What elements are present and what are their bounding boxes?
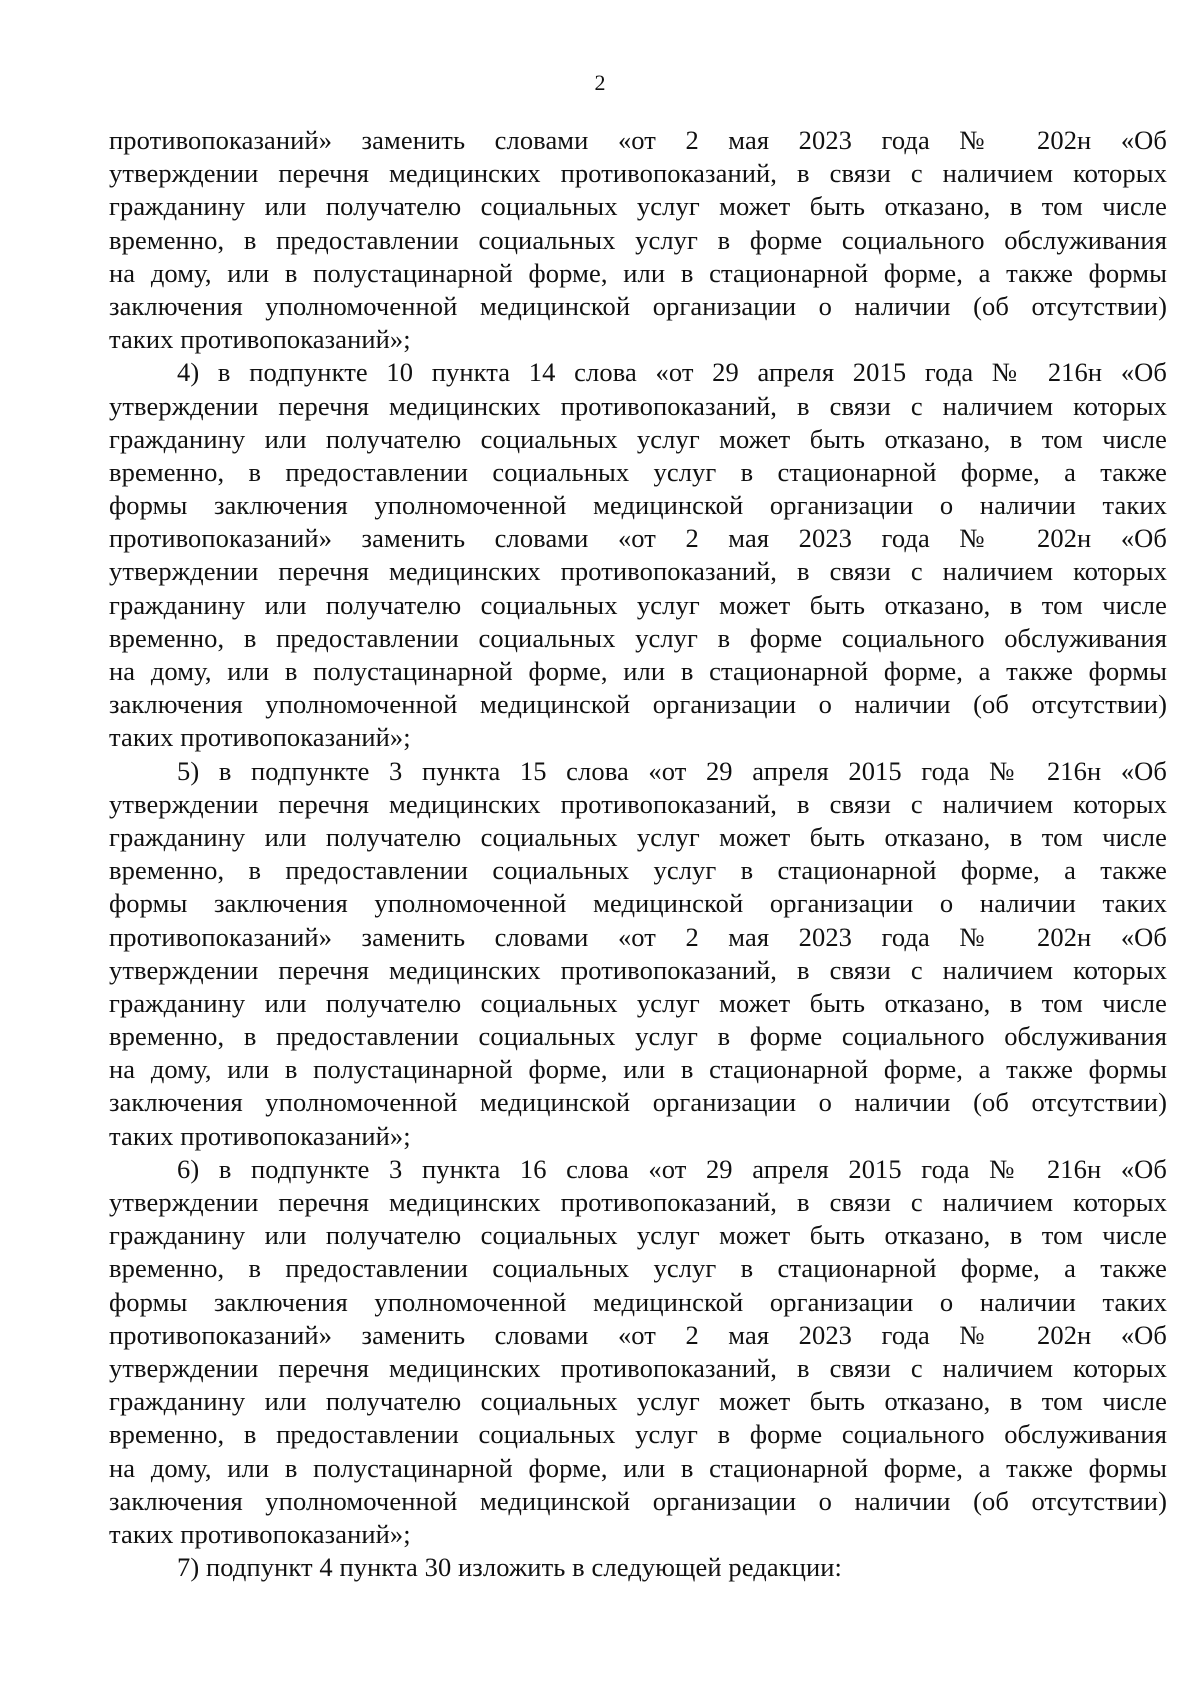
text-line: временно, в предоставлении социальных услуг в форме социального обслуживания	[109, 224, 1167, 255]
paragraph-item-4	[109, 356, 1167, 754]
text-line: гражданину или получателю социальных услуг может быть отказано, в том числе	[109, 1386, 1167, 1417]
text-line: противопоказаний» заменить словами «от 2 мая 2023 года № 202н «Об	[109, 523, 1167, 554]
text-line: формы заключения уполномоченной медицинской организации о наличии таких	[109, 490, 1167, 521]
text-line: на дому, или в полустацинарной форме, или в стационарной форме, а также формы	[109, 656, 1167, 686]
text-line: противопоказаний» заменить словами «от 2 мая 2023 года № 202н «Об	[109, 921, 1167, 952]
text-line: таких противопоказаний»;	[109, 1518, 411, 1549]
text-line: утверждении перечня медицинских противопоказаний, в связи с наличием которых	[109, 788, 1167, 819]
text-line: заключения уполномоченной медицинской организации о наличии (об отсутствии)	[109, 290, 1167, 321]
text-line: гражданину или получателю социальных услуг может быть отказано, в том числе	[109, 423, 1167, 454]
text-line: временно, в предоставлении социальных услуг в форме социального обслуживания	[109, 1419, 1167, 1450]
text-line: утверждении перечня медицинских противопоказаний, в связи с наличием которых	[109, 556, 1167, 587]
text-line: на дому, или в полустацинарной форме, или в стационарной форме, а также формы	[109, 257, 1167, 288]
page-number: 2	[594, 70, 606, 95]
text-line: противопоказаний» заменить словами «от 2 мая 2023 года № 202н «Об	[109, 1319, 1167, 1350]
text-line: 6) в подпункте 3 пункта 16 слова «от 29 апреля 2015 года № 216н «Об	[177, 1153, 1167, 1184]
text-line: утверждении перечня медицинских противопоказаний, в связи с наличием которых	[109, 1352, 1167, 1383]
text-line: гражданину или получателю социальных услуг может быть отказано, в том числе	[109, 589, 1167, 620]
paragraph-continuation	[109, 124, 1167, 356]
paragraph-item-5	[109, 755, 1167, 1153]
text-line: 4) в подпункте 10 пункта 14 слова «от 29 апреля 2015 года № 216н «Об	[177, 357, 1167, 388]
text-line: заключения уполномоченной медицинской организации о наличии (об отсутствии)	[109, 689, 1167, 720]
text-line: заключения уполномоченной медицинской организации о наличии (об отсутствии)	[109, 1087, 1167, 1118]
text-line: временно, в предоставлении социальных услуг в стационарной форме, а также	[109, 1253, 1167, 1284]
text-line: на дому, или в полустацинарной форме, или в стационарной форме, а также формы	[109, 1054, 1167, 1085]
text-line: утверждении перечня медицинских противопоказаний, в связи с наличием которых	[109, 1187, 1167, 1217]
text-line: противопоказаний» заменить словами «от 2 мая 2023 года № 202н «Об	[109, 125, 1167, 155]
text-line: формы заключения уполномоченной медицинской организации о наличии таких	[109, 888, 1167, 919]
text-line: 5) в подпункте 3 пункта 15 слова «от 29 апреля 2015 года № 216н «Об	[177, 755, 1167, 786]
text-line: таких противопоказаний»;	[109, 1120, 411, 1151]
text-line: таких противопоказаний»;	[109, 722, 411, 753]
paragraph-item-7	[109, 1551, 1167, 1584]
text-line: гражданину или получателю социальных услуг может быть отказано, в том числе	[109, 191, 1167, 222]
text-line: таких противопоказаний»;	[109, 324, 411, 355]
text-line: временно, в предоставлении социальных услуг в форме социального обслуживания	[109, 622, 1167, 653]
text-line: временно, в предоставлении социальных услуг в форме социального обслуживания	[109, 1021, 1167, 1052]
text-line: утверждении перечня медицинских противопоказаний, в связи с наличием которых	[109, 954, 1167, 985]
text-line: формы заключения уполномоченной медицинской организации о наличии таких	[109, 1286, 1167, 1317]
text-line: временно, в предоставлении социальных услуг в стационарной форме, а также	[109, 855, 1167, 886]
paragraph-item-6	[109, 1153, 1167, 1551]
document-body	[109, 124, 1167, 1584]
text-line: временно, в предоставлении социальных услуг в стационарной форме, а также	[109, 456, 1167, 487]
text-line: утверждении перечня медицинских противопоказаний, в связи с наличием которых	[109, 390, 1167, 421]
text-line: утверждении перечня медицинских противопоказаний, в связи с наличием которых	[109, 158, 1167, 189]
text-line: гражданину или получателю социальных услуг может быть отказано, в том числе	[109, 821, 1167, 852]
text-line: гражданину или получателю социальных услуг может быть отказано, в том числе	[109, 1220, 1167, 1251]
text-line: 7) подпункт 4 пункта 30 изложить в следующей редакции:	[177, 1552, 843, 1583]
text-line: заключения уполномоченной медицинской организации о наличии (об отсутствии)	[109, 1485, 1167, 1516]
text-line: на дому, или в полустацинарной форме, или в стационарной форме, а также формы	[109, 1452, 1167, 1483]
text-line: гражданину или получателю социальных услуг может быть отказано, в том числе	[109, 987, 1167, 1018]
